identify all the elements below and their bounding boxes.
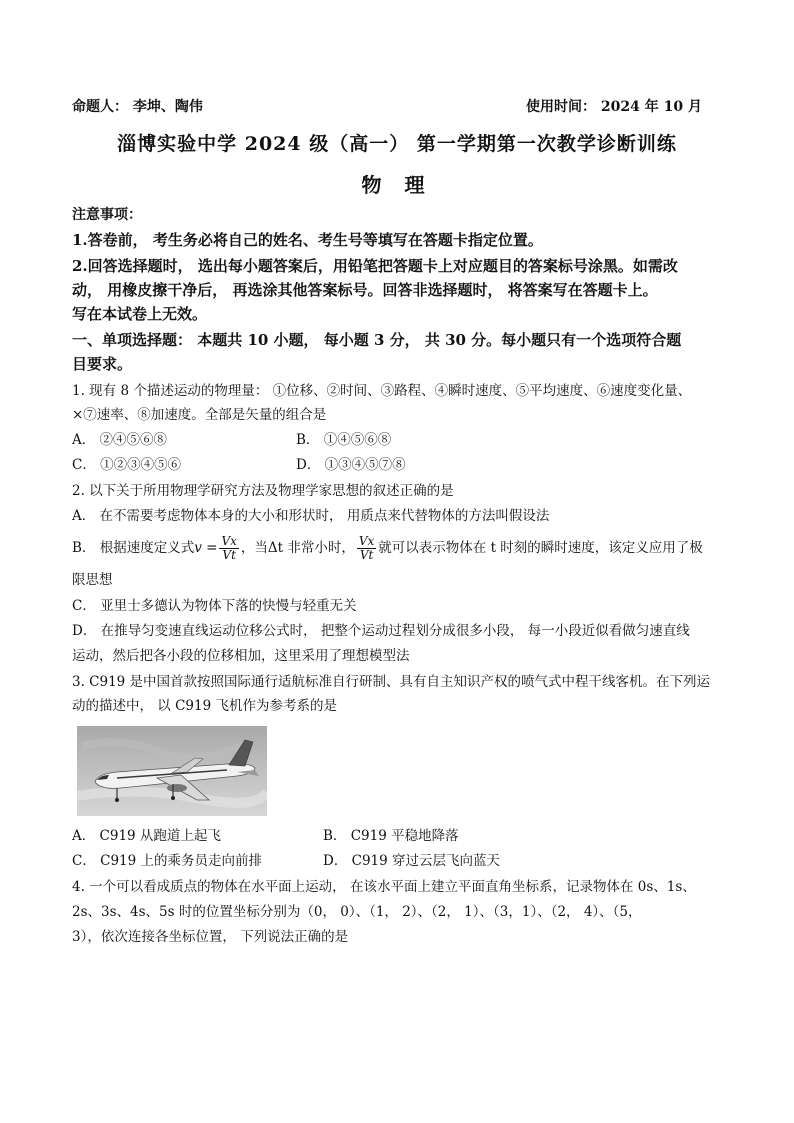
q1-option-d: D． ①③④⑤⑦⑧ <box>296 457 406 473</box>
notice-line: 2.回答选择题时， 选出每小题答案后，用铅笔把答题卡上对应题目的答案标号涂黑。如需改 <box>72 257 678 275</box>
q2-option-b-post: 就可以表示物体在 t 时刻的瞬时速度，该定义应用了极 <box>378 540 703 556</box>
q4-stem-cont: 2s、3s、4s、5s 时的位置坐标分别为（0， 0）、（1， 2）、（2， 1）、（3，1）、（2， 4）、（5， <box>72 904 642 920</box>
q3-option-c: C． C919 上的乘务员走向前排 <box>72 853 263 869</box>
notice-line: 写在本试卷上无效。 <box>72 305 208 323</box>
c919-photo <box>77 726 267 816</box>
q4-stem: 4. 一个可以看成质点的物体在水平面上运动， 在该水平面上建立平面直角坐标系，记录物体在 0s、1s、 <box>72 879 696 895</box>
section-heading: 一、单项选择题： 本题共 10 小题， 每小题 3 分， 共 30 分。每小题只有一个选项符合题 <box>72 331 682 349</box>
q1-stem-cont: ×⑦速率、⑧加速度。全部是矢量的组合是 <box>72 407 327 423</box>
exam-title: 淄博实验中学 2024 级（高一） 第一学期第一次教学诊断训练 <box>117 133 677 155</box>
q2-option-d-cont: 运动，然后把各小段的位移相加，这里采用了理想模型法 <box>72 648 410 664</box>
q1-stem: 1. 现有 8 个描述运动的物理量： ①位移、②时间、③路程、④瞬时速度、⑤平均速度、⑥速度变化量、 <box>72 383 692 399</box>
airplane-image <box>77 726 267 816</box>
q2-velocity-symbol: v = <box>194 540 218 556</box>
fraction-numerator: Vx <box>358 534 375 548</box>
q2-option-b-cont: 限思想 <box>72 572 113 588</box>
q3-option-a: A． C919 从跑道上起飞 <box>72 828 221 844</box>
fraction-denominator: Vt <box>359 548 374 562</box>
q2-stem: 2. 以下关于所用物理学研究方法及物理学家思想的叙述正确的是 <box>72 483 454 499</box>
q1-option-b: B． ①④⑤⑥⑧ <box>296 432 392 448</box>
q3-option-b: B． C919 平稳地降落 <box>323 828 459 844</box>
date-line: 使用时间： 2024 年 10 月 <box>526 99 702 115</box>
q3-stem-cont: 动的描述中， 以 C919 飞机作为参考系的是 <box>72 698 337 714</box>
q2-option-b <box>72 533 722 563</box>
notice-heading: 注意事项： <box>72 207 142 223</box>
q1-option-c: C． ①②③④⑤⑥ <box>72 457 182 473</box>
q4-stem-cont: 3），依次连接各坐标位置， 下列说法正确的是 <box>72 929 349 945</box>
q2-option-a: A． 在不需要考虑物体本身的大小和形状时， 用质点来代替物体的方法叫假设法 <box>72 508 550 524</box>
q2-option-c: C． 亚里士多德认为物体下落的快慢与轻重无关 <box>72 598 357 614</box>
q3-option-d: D． C919 穿过云层飞向蓝天 <box>323 853 501 869</box>
notice-line: 1.答卷前， 考生务必将自己的姓名、考生号等填写在答题卡指定位置。 <box>72 231 543 249</box>
q1-option-a: A． ②④⑤⑥⑧ <box>72 432 168 448</box>
header-row <box>72 96 702 116</box>
velocity-fraction-2 <box>357 535 376 562</box>
fraction-numerator: Vx <box>221 534 237 548</box>
q2-option-b-mid: ，当Δt 非常小时， <box>240 540 355 556</box>
q2-option-b-pre: B． 根据速度定义式 <box>72 540 195 556</box>
velocity-fraction <box>219 535 238 562</box>
subject-title: 物 理 <box>361 173 433 197</box>
section-heading-cont: 目要求。 <box>72 355 133 373</box>
fraction-denominator: Vt <box>222 548 236 562</box>
q2-option-d: D． 在推导匀变速直线运动位移公式时， 把整个运动过程划分成很多小段， 每一小段近似看做匀速直线 <box>72 623 690 639</box>
q3-stem: 3. C919 是中国首款按照国际通行适航标准自行研制、具有自主知识产权的喷气式中程干线客机。在下列运 <box>72 674 711 690</box>
notice-line: 动， 用橡皮擦干净后， 再选涂其他答案标号。回答非选择题时， 将答案写在答题卡上。 <box>72 281 658 299</box>
author-line: 命题人： 李坤、陶伟 <box>72 99 203 115</box>
